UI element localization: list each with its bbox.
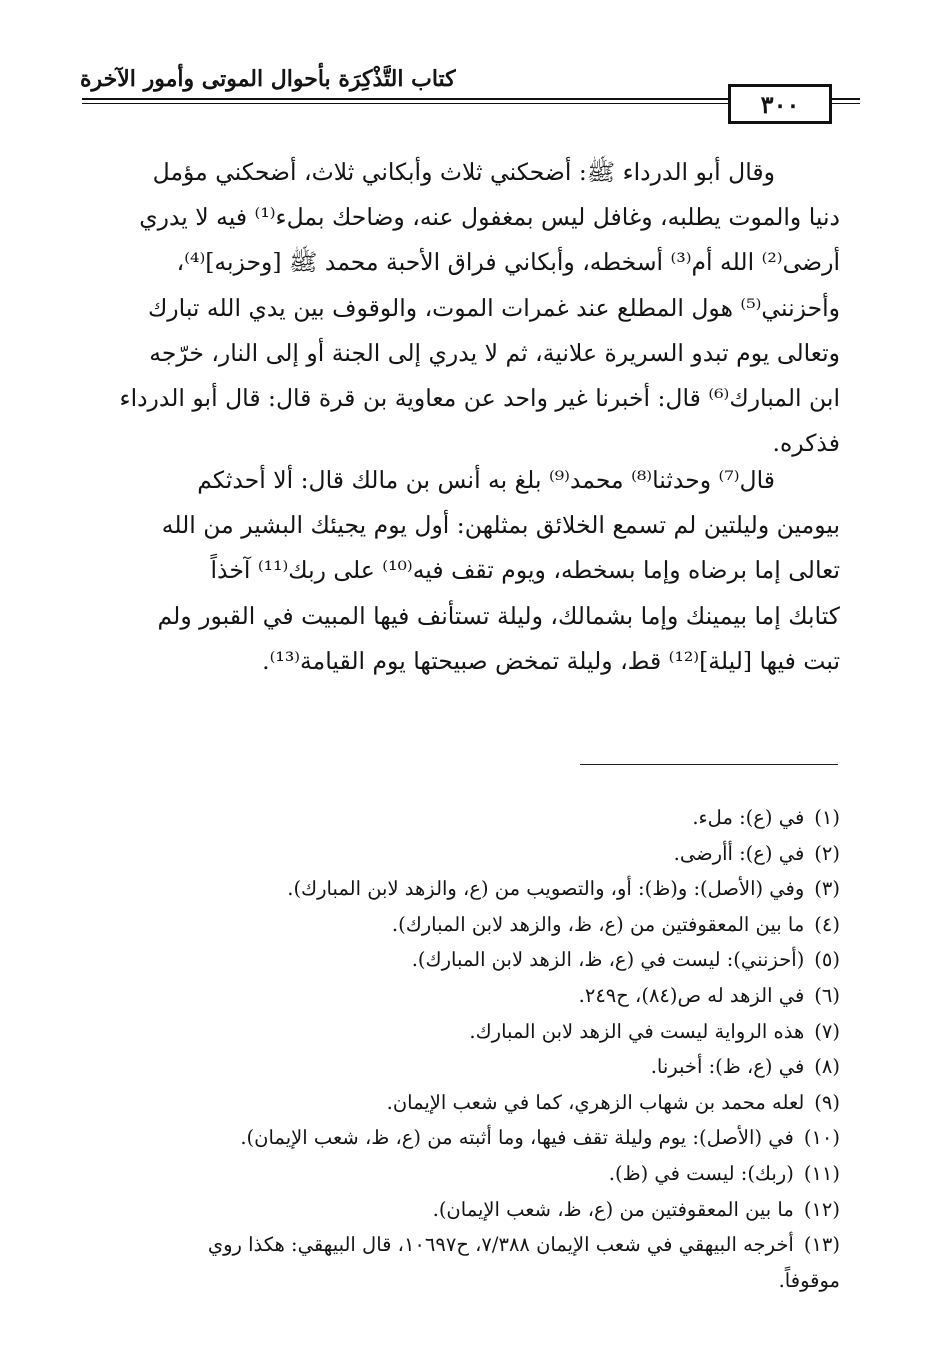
text-line: وقال أبو الدرداء ﷺ: أضحكني ثلاث وأبكاني ثلاث، أضحكني مؤمل [152, 158, 775, 186]
footnote-text: في (ع): أأرضى. [673, 841, 805, 865]
footnote-number: (١) [814, 806, 840, 829]
footnote-text: (ربك): ليست في (ظ). [608, 1161, 794, 1185]
footnote-item [80, 978, 840, 1014]
footnote-number: (٩) [814, 1090, 840, 1114]
text-line: بيومين وليلتين لم تسمع الخلائق بمثلهن: أول يوم يجيئك البشير من الله [161, 511, 840, 540]
footnote-item [80, 1120, 840, 1156]
main-paragraph-2 [80, 458, 840, 684]
footnote-number: (١٣) [803, 1233, 840, 1257]
footnote-text: في (ع، ظ): أخبرنا. [650, 1055, 805, 1079]
footnote-item [80, 836, 840, 872]
footnote-text: هذه الرواية ليست في الزهد لابن المبارك. [469, 1019, 805, 1043]
running-header-title: كتاب التَّذْكِرَة بأحوال الموتى وأمور الآخرة [80, 66, 456, 92]
footnote-item [80, 907, 840, 943]
text-line: كتابك إما بيمينك وإما بشمالك، وليلة تستأنف فيها المبيت في القبور ولم [157, 601, 840, 630]
text-line: وتعالى يوم تبدو السريرة علانية، ثم لا يدري إلى الجنة أو إلى النار، خرّجه [149, 338, 840, 367]
footnote-text: ما بين المعقوفتين من (ع، ظ، شعب الإيمان). [432, 1197, 794, 1221]
text-line: دنيا والموت يطلبه، وغافل ليس بمغفول عنه، وضاحك بملء⁽¹⁾ فيه لا يدري [139, 203, 840, 232]
footnote-item [80, 800, 840, 836]
footnote-text: في (ع): ملء. [692, 806, 805, 829]
footnote-text: لعله محمد بن شهاب الزهري، كما في شعب الإيمان. [386, 1090, 805, 1114]
footnote-number: (٧) [814, 1019, 840, 1043]
footnote-item [80, 871, 840, 907]
footnote-item [80, 1085, 840, 1121]
footnote-number: (٤) [814, 912, 840, 936]
text-line: فذكره. [772, 429, 840, 458]
text-line: وأحزنني⁽⁵⁾ هول المطلع عند غمرات الموت، والوقوف بين يدي الله تبارك [147, 293, 840, 322]
footnote-item [80, 1192, 840, 1228]
footnote-number: (١٠) [803, 1126, 840, 1150]
footnote-number: (٦) [814, 983, 840, 1007]
footnote-separator [580, 764, 838, 765]
footnote-text: في الزهد له ص(٨٤)، ح٢٤٩. [578, 983, 805, 1007]
text-line: تبت فيها [ليلة]⁽¹²⁾ قط، وليلة تمخض صبيحتها يوم القيامة⁽¹³⁾. [262, 646, 840, 675]
text-line: ابن المبارك⁽⁶⁾ قال: أخبرنا غير واحد عن معاوية بن قرة قال: قال أبو الدرداء [119, 384, 840, 413]
footnote-text: ما بين المعقوفتين من (ع، ظ، والزهد لابن المبارك). [391, 912, 805, 936]
text-line: تعالى إما برضاه وإما بسخطه، ويوم تقف فيه⁽¹⁰⁾ على ربك⁽¹¹⁾ آخذاً [210, 556, 840, 585]
text-line: أرضى⁽²⁾ الله أم⁽³⁾ أسخطه، وأبكاني فراق الأحبة محمد ﷺ [وحزبه]⁽⁴⁾، [176, 248, 840, 277]
main-paragraph-1 [80, 150, 840, 466]
footnote-number: (١١) [803, 1161, 840, 1185]
footnote-item [80, 942, 840, 978]
footnotes-list [80, 800, 840, 1298]
footnote-text: أخرجه البيهقي في شعب الإيمان ٧/٣٨٨، ح١٠٦٩٧، قال البيهقي: هكذا روي [207, 1233, 794, 1257]
footnote-number: (١٢) [803, 1197, 840, 1221]
footnote-text: (أحزنني): ليست في (ع، ظ، الزهد لابن المبارك). [411, 948, 805, 972]
footnote-number: (٨) [814, 1055, 840, 1079]
footnote-continuation: موقوفاً. [778, 1268, 840, 1292]
footnote-text: وفي (الأصل): و(ظ): أو، والتصويب من (ع، والزهد لابن المبارك). [287, 877, 805, 901]
page-number: ٣٠٠ [728, 84, 832, 124]
footnote-number: (٣) [814, 877, 840, 901]
footnote-item [80, 1014, 840, 1050]
footnote-text: في (الأصل): يوم وليلة تقف فيها، وما أثبته من (ع، ظ، شعب الإيمان). [240, 1126, 794, 1150]
footnote-item [80, 1227, 840, 1263]
footnote-item [80, 1049, 840, 1085]
text-line: قال⁽⁷⁾ وحدثنا⁽⁸⁾ محمد⁽⁹⁾ بلغ به أنس بن مالك قال: ألا أحدثكم [197, 466, 775, 494]
footnote-number: (٥) [814, 948, 840, 972]
footnote-item [80, 1156, 840, 1192]
footnote-number: (٢) [814, 841, 840, 865]
